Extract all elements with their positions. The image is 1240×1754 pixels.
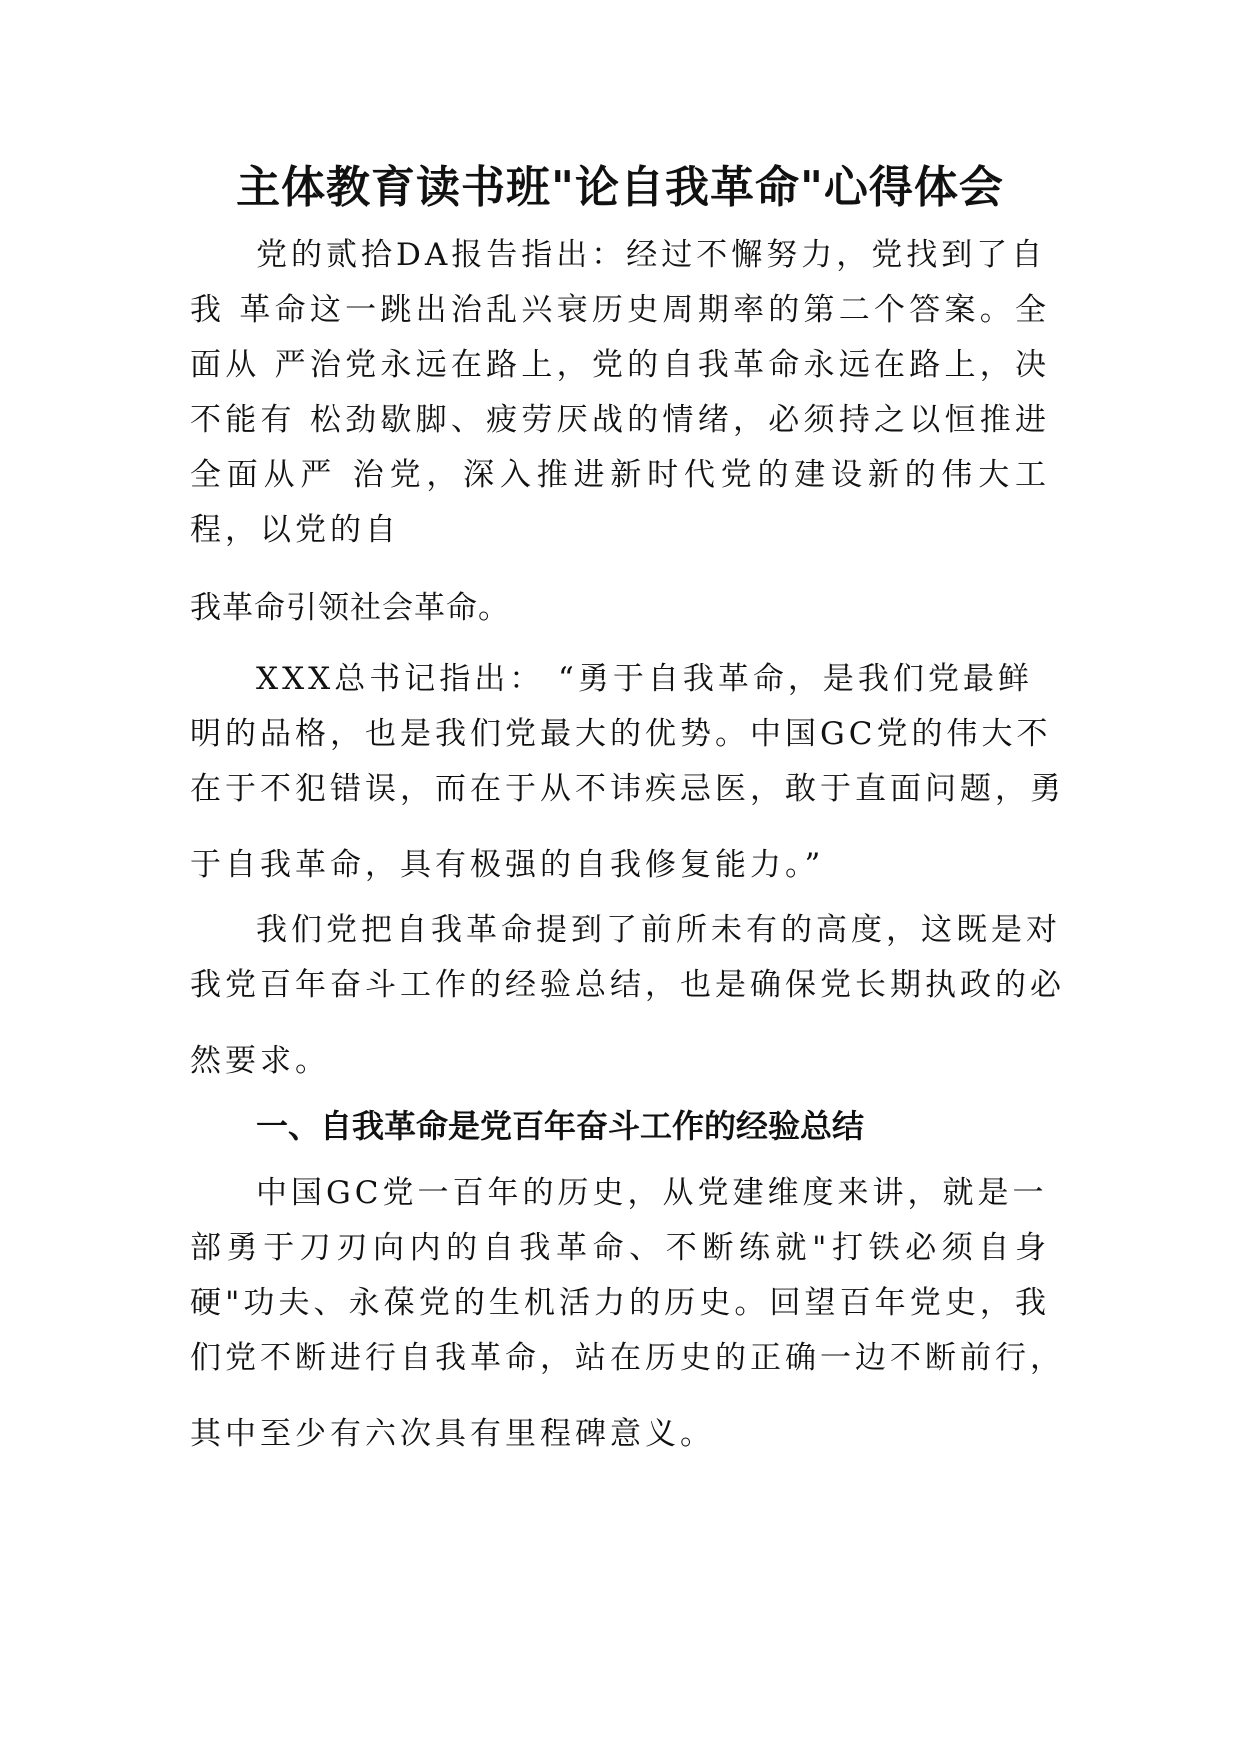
paragraph-1-line-1: 党的贰拾DA报告指出：经过不懈努力，党找到了自 xyxy=(256,237,1047,273)
paragraph-1-line-5: 全面从严 治党，深入推进新时代党的建设新的伟大工 xyxy=(190,457,1050,493)
paragraph-2-line-4: 于自我革命，具有极强的自我修复能力。” xyxy=(190,847,825,883)
section-1-heading: 一、自我革命是党百年奋斗工作的经验总结 xyxy=(256,1107,865,1145)
paragraph-1-line-2: 我 革命这一跳出治乱兴衰历史周期率的第二个答案。全 xyxy=(190,292,1050,328)
paragraph-2-line-1: XXX总书记指出： “勇于自我革命，是我们党最鲜 xyxy=(256,661,1033,697)
paragraph-1-line-6: 程，以党的自 xyxy=(190,512,400,548)
paragraph-1-line-3: 面从 严治党永远在路上，党的自我革命永远在路上，决 xyxy=(190,347,1050,383)
paragraph-3-line-2: 我党百年奋斗工作的经验总结，也是确保党长期执政的必 xyxy=(190,967,1065,1003)
paragraph-4-line-1: 中国GC党一百年的历史，从党建维度来讲，就是一 xyxy=(256,1175,1048,1211)
paragraph-2-line-3: 在于不犯错误，而在于从不讳疾忌医，敢于直面问题，勇 xyxy=(190,771,1065,807)
paragraph-4-line-4: 们党不断进行自我革命，站在历史的正确一边不断前行， xyxy=(190,1340,1065,1376)
paragraph-3-line-1: 我们党把自我革命提到了前所未有的高度，这既是对 xyxy=(256,912,1061,948)
paragraph-4-line-5: 其中至少有六次具有里程碑意义。 xyxy=(190,1416,715,1452)
paragraph-1-line-4: 不能有 松劲歇脚、疲劳厌战的情绪，必须持之以恒推进 xyxy=(190,402,1050,438)
paragraph-2-line-2: 明的品格，也是我们党最大的优势。中国GC党的伟大不 xyxy=(190,716,1052,752)
document-title: 主体教育读书班"论自我革命"心得体会 xyxy=(236,162,1004,213)
paragraph-3-line-3: 然要求。 xyxy=(190,1043,330,1079)
paragraph-4-line-3: 硬"功夫、永葆党的生机活力的历史。回望百年党史，我 xyxy=(190,1285,1050,1321)
paragraph-4-line-2: 部勇于刀刃向内的自我革命、不断练就"打铁必须自身 xyxy=(190,1230,1050,1266)
paragraph-1-line-7: 我革命引领社会革命。 xyxy=(190,590,510,626)
